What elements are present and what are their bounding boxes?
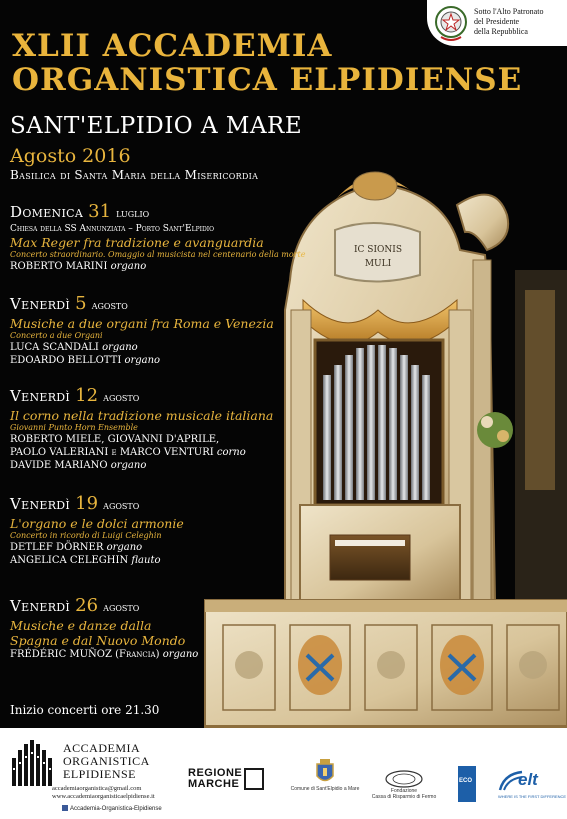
start-time: Inizio concerti ore 21.30 (10, 703, 160, 717)
performer (10, 459, 310, 472)
event-subtitle: Giovanni Punto Horn Ensemble (10, 423, 138, 432)
event-month: agosto (103, 391, 140, 404)
performer (10, 433, 310, 446)
facebook-link[interactable] (62, 805, 162, 812)
patronage-line: Sotto l'Alto Patronato (474, 7, 544, 16)
performer-name: ROBERTO MIELE, GIOVANNI D'APRILE, (10, 434, 220, 445)
fondazione-line: Cassa di Risparmio di Fermo (371, 794, 437, 800)
performer (10, 541, 310, 554)
event-date (10, 596, 310, 618)
event-subtitle: Concerto straordinario. Omaggio al musicista nel centenario della morte (10, 250, 306, 259)
sponsor-fondazione (368, 770, 440, 800)
performer-role: corno (216, 447, 246, 458)
performer-role: organo (110, 460, 147, 471)
event-title: Max Reger fra tradizione e avanguardia (10, 235, 264, 250)
patronage-line: del Presidente (474, 17, 520, 26)
sponsor-elt (496, 768, 567, 802)
elt-logo-text: elt (518, 770, 538, 789)
performer-name: ROBERTO MARINI (10, 261, 108, 272)
regione-logo-text (188, 768, 242, 790)
event-day-number: 31 (88, 201, 112, 222)
accademia-name-line: ELPIDIENSE (63, 767, 136, 781)
event-day: Venerdì (10, 295, 71, 313)
event-item (10, 596, 310, 661)
event-title: Musiche a due organi fra Roma e Venezia (10, 316, 274, 331)
accademia-logo-icon (10, 738, 54, 788)
sponsor-comune (290, 758, 360, 792)
event-item (10, 294, 310, 367)
organ-inscription-line2: MULI (364, 259, 392, 269)
performer-name: LUCA SCANDALI (10, 342, 99, 353)
accademia-name (63, 742, 150, 781)
festival-month: Agosto 2016 (10, 145, 131, 167)
event-place: Chiesa della SS Annunziata – Porto Sant'Elpidio (10, 224, 215, 234)
accademia-name-line: ORGANISTICA (63, 754, 150, 768)
event-item (10, 386, 310, 472)
regione-line: MARCHE (188, 778, 240, 790)
performer-role: organo (102, 342, 138, 353)
event-day: Venerdì (10, 387, 71, 405)
event-title-line2: Spagna e dal Nuovo Mondo (10, 633, 186, 648)
poster-title-line2: ORGANISTICA ELPIDIENSE (12, 62, 523, 98)
event-day: Domenica (10, 203, 84, 221)
performer-name: DAVIDE MARIANO (10, 460, 108, 471)
performer (10, 648, 310, 661)
elt-tagline: WHERE IS THE FIRST DIFFERENCE (498, 794, 567, 799)
performer (10, 341, 310, 354)
city-name: SANT'ELPIDIO A MARE (10, 113, 303, 139)
performer (10, 446, 310, 459)
performer-name: EDOARDO BELLOTTI (10, 355, 122, 366)
performer (10, 354, 310, 367)
accademia-contacts (52, 785, 155, 801)
event-date (10, 386, 310, 408)
comune-name: Comune di Sant'Elpidio a Mare (290, 786, 360, 792)
event-title-line1: Musiche e danze dalla (10, 618, 152, 633)
poster-title-line1: XLII ACCADEMIA (12, 28, 333, 64)
performer-name: DETLEF DÖRNER (10, 542, 104, 553)
performer-name: PAOLO VALERIANI e MARCO VENTURI (10, 447, 214, 458)
event-day: Venerdì (10, 597, 71, 615)
event-date (10, 202, 310, 224)
eco-logo-text: ECO (459, 778, 473, 784)
event-day-number: 12 (75, 385, 99, 406)
event-month: agosto (103, 601, 140, 614)
website-link[interactable]: www.accademiaorganisticaelpidiense.it (52, 793, 155, 800)
patronage-line: della Repubblica (474, 27, 528, 36)
sponsor-regione-marche (188, 766, 264, 792)
accademia-name-line: ACCADEMIA (63, 741, 141, 755)
event-subtitle: Concerto a due Organi (10, 331, 103, 340)
performer-role: flauto (131, 555, 161, 566)
regione-line: REGIONE (188, 767, 243, 779)
comune-crest-icon (314, 758, 336, 786)
event-title: Il corno nella tradizione musicale italiana (10, 408, 274, 423)
event-date (10, 294, 310, 316)
performer-name: FRÉDÉRIC MUÑOZ (Francia) (10, 649, 160, 660)
regione-mark-icon (244, 768, 264, 790)
performer (10, 554, 310, 567)
performer (10, 260, 310, 273)
fondazione-name (368, 788, 440, 800)
performer-role: organo (124, 355, 161, 366)
event-title: L'organo e le dolci armonie (10, 516, 184, 531)
event-day-number: 5 (75, 293, 87, 314)
event-day-number: 26 (75, 595, 99, 616)
performer-role: organo (106, 542, 143, 553)
republic-emblem-icon (433, 3, 469, 43)
sponsor-eco (458, 766, 476, 802)
facebook-icon (62, 805, 68, 811)
event-month: luglio (116, 207, 150, 220)
facebook-page: Accademia-Organistica-Elpidiense (70, 806, 162, 812)
fondazione-mark-icon (384, 770, 424, 788)
event-month: agosto (103, 499, 140, 512)
performer-name: ANGELICA CELEGHIN (10, 555, 129, 566)
performer-role: organo (162, 649, 199, 660)
footer (0, 728, 567, 819)
organ-inscription-line1: IC SIONIS (354, 245, 402, 255)
event-date (10, 494, 310, 516)
venue-name: Basilica di Santa Maria della Misericordia (10, 168, 259, 182)
performer-role: organo (110, 261, 147, 272)
event-day-number: 19 (75, 493, 99, 514)
email-link[interactable]: accademiaorganistica@gmail.com (52, 785, 142, 792)
event-item (10, 494, 310, 567)
event-month: agosto (91, 299, 128, 312)
patronage-badge (427, 0, 567, 46)
patronage-text (474, 7, 564, 37)
event-day: Venerdì (10, 495, 71, 513)
fondazione-line: Fondazione (390, 788, 418, 794)
event-subtitle: Concerto in ricordo di Luigi Celeghin (10, 531, 162, 540)
event-item (10, 202, 310, 273)
